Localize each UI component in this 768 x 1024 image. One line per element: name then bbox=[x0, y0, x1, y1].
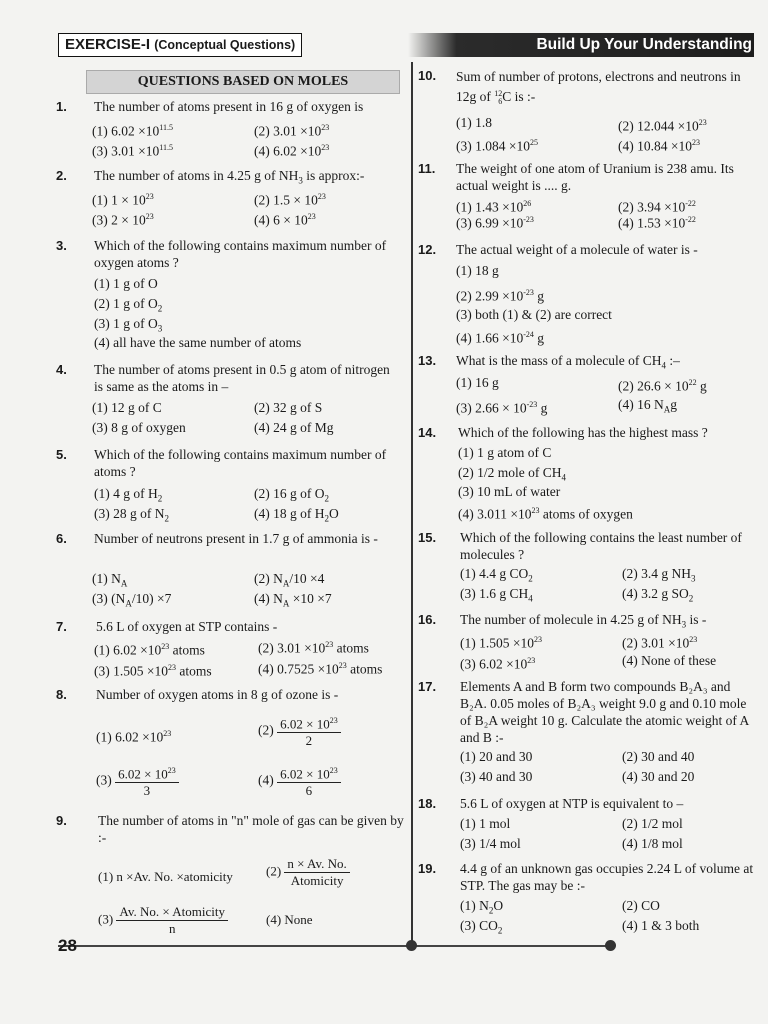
option-2: (2) 16 g of $O_2$ bbox=[254, 486, 329, 504]
exercise-label: EXERCISE-I (Conceptual Questions) bbox=[58, 33, 302, 57]
option-1: (1) 4 g of $H_2$ bbox=[94, 486, 163, 504]
question-5 bbox=[56, 446, 406, 526]
question-text: Number of oxygen atoms in 8 g of ozone is - bbox=[96, 687, 339, 702]
column-divider bbox=[411, 62, 413, 947]
option-4: (4) 18 g of $H_2O$ bbox=[254, 506, 339, 524]
option-3: (3) 8 g of oxygen bbox=[92, 420, 186, 435]
fraction: $\frac{\text{Av. No. × Atomicity}}{n}$ bbox=[116, 904, 228, 937]
page-number: 28 bbox=[58, 936, 77, 955]
question-text: What is the mass of a molecule of $CH_4$ :– bbox=[456, 353, 680, 371]
option-1: (1) 20 and 30 bbox=[460, 749, 533, 764]
option-1: (1) $6.02 \times 10^{23}$ atoms bbox=[94, 642, 205, 658]
question-number: 17. bbox=[418, 679, 437, 694]
option-3: (3) $CO_2$ bbox=[460, 918, 503, 936]
question-8 bbox=[56, 686, 406, 801]
question-number: 11. bbox=[418, 161, 436, 176]
option-2: (2) $3.94 \times 10^{-22}$ bbox=[618, 199, 696, 215]
question-text: Which of the following has the highest mass ? bbox=[458, 425, 708, 440]
option-1: (1) 18 g bbox=[456, 263, 499, 278]
question-9 bbox=[56, 812, 406, 937]
option-3: (3) $\frac{6.02 \times 10^{23}}{3}$ bbox=[96, 763, 179, 799]
question-2 bbox=[56, 167, 406, 227]
divider-dot bbox=[406, 940, 417, 951]
option-2: (2) $N_A/10 \times 4$ bbox=[254, 571, 325, 589]
divider-dot bbox=[605, 940, 616, 951]
fraction: $\frac{6.02 \times 10^{23}}{3}$ bbox=[115, 763, 179, 799]
option-4: (4) None of these bbox=[622, 653, 717, 668]
option-3: (3) $6.99 \times 10^{-23}$ bbox=[456, 215, 534, 231]
option-4: (4) $\frac{6.02 \times 10^{23}}{6}$ bbox=[258, 763, 341, 799]
option-4: (4) all have the same number of atoms bbox=[94, 335, 302, 350]
question-text: Number of neutrons present in 1.7 g of ammonia is - bbox=[94, 531, 378, 546]
option-4: (4) 1 & 3 both bbox=[622, 918, 700, 933]
question-18 bbox=[418, 795, 758, 855]
option-4: (4) $6.02 \times 10^{23}$ bbox=[254, 143, 330, 159]
option-3: (3) $6.02 \times 10^{23}$ bbox=[460, 656, 536, 672]
question-text: Which of the following contains maximum number of oxygen atoms ? bbox=[94, 238, 387, 270]
question-number: 3. bbox=[56, 238, 67, 253]
option-4: (4) $0.7525 \times 10^{23}$ atoms bbox=[258, 661, 383, 677]
question-7 bbox=[56, 618, 406, 678]
question-number: 14. bbox=[418, 425, 437, 440]
question-number: 10. bbox=[418, 68, 437, 83]
option-4: (4) 3.2 g $SO_2$ bbox=[622, 586, 694, 604]
question-17 bbox=[418, 678, 763, 788]
option-1: (1) 1 g of O bbox=[94, 276, 158, 291]
option-2: (2) 30 and 40 bbox=[622, 749, 695, 764]
page-header bbox=[58, 33, 754, 57]
option-2: (2) $12.044 \times 10^{23}$ bbox=[618, 118, 707, 134]
fraction: $\frac{6.02 \times 10^{23}}{6}$ bbox=[277, 763, 341, 799]
question-1 bbox=[56, 98, 406, 158]
option-2: (2) $\frac{n \times Av. No.}{\text{Atomicity}}$ bbox=[266, 856, 350, 889]
option-4: (4) None bbox=[266, 912, 313, 927]
question-16 bbox=[418, 611, 758, 671]
option-1: (1) $6.02 \times 10^{11.5}$ bbox=[92, 123, 173, 139]
question-number: 2. bbox=[56, 168, 67, 183]
option-4: (4) 1/8 mol bbox=[622, 836, 683, 851]
question-text: Elements A and B form two compounds B₂A₃ and B₂A. 0.05 moles of B₂A₃ weight 9.0 g and 0.10 mole of B₂A weight 10 g. Calculate the atomic weight of A and B :- bbox=[460, 679, 749, 745]
question-13 bbox=[418, 352, 758, 417]
question-number: 16. bbox=[418, 612, 437, 627]
question-6 bbox=[56, 530, 406, 610]
question-text: Which of the following contains maximum number of atoms ? bbox=[94, 447, 387, 479]
option-4: (4) $6 \times 10^{23}$ bbox=[254, 212, 316, 228]
question-4 bbox=[56, 361, 406, 441]
option-1: (1) $1.43 \times 10^{26}$ bbox=[456, 199, 532, 215]
option-3: (3) $(N_A/10) \times 7$ bbox=[92, 591, 172, 609]
question-text: The number of atoms present in 0.5 g atom of nitrogen is same as the atoms in – bbox=[94, 362, 390, 394]
option-4: (4) 16 $N_Ag$ bbox=[618, 397, 677, 415]
option-4: (4) $N_A \times 10 \times 7$ bbox=[254, 591, 332, 609]
question-3 bbox=[56, 237, 406, 352]
option-2: (2) $2.99 \times 10^{-23}$ g bbox=[456, 288, 545, 304]
option-1: (1) $N_2O$ bbox=[460, 898, 504, 916]
option-3: (3) $1.084 \times 10^{25}$ bbox=[456, 138, 538, 154]
question-text: 5.6 L of oxygen at STP contains - bbox=[96, 619, 278, 634]
option-1: (1) 1.8 bbox=[456, 115, 492, 130]
option-3: (3) 1 g of $O_3$ bbox=[94, 316, 163, 334]
option-2: (2) $\frac{6.02 \times 10^{23}}{2}$ bbox=[258, 713, 341, 749]
option-2: (2) $3.01 \times 10^{23}$ bbox=[254, 123, 330, 139]
question-number: 7. bbox=[56, 619, 67, 634]
option-3: (3) 28 g of $N_2$ bbox=[94, 506, 169, 524]
section-title: QUESTIONS BASED ON MOLES bbox=[86, 70, 400, 94]
option-3: (3) $1.505 \times 10^{23}$ atoms bbox=[94, 663, 212, 679]
option-2: (2) 1/2 mol bbox=[622, 816, 683, 831]
fraction: $\frac{6.02 \times 10^{23}}{2}$ bbox=[277, 713, 341, 749]
question-text: The number of atoms in 4.25 g of $NH_3$ is approx:- bbox=[94, 168, 365, 186]
question-text: The actual weight of a molecule of water is - bbox=[456, 242, 698, 257]
option-3: (3) both (1) & (2) are correct bbox=[456, 307, 612, 322]
question-text: The number of atoms present in 16 g of oxygen is bbox=[94, 99, 364, 114]
question-text: The weight of one atom of Uranium is 238 amu. Its actual weight is .... g. bbox=[456, 161, 734, 193]
option-4: (4) $1.66 \times 10^{-24}$ g bbox=[456, 330, 545, 346]
question-number: 5. bbox=[56, 447, 67, 462]
option-4: (4) $1.53 \times 10^{-22}$ bbox=[618, 215, 696, 231]
option-1: (1) 16 g bbox=[456, 375, 499, 390]
question-19 bbox=[418, 860, 763, 940]
question-10 bbox=[418, 67, 758, 152]
question-number: 19. bbox=[418, 861, 437, 876]
option-2: (2) 1 g of $O_2$ bbox=[94, 296, 163, 314]
question-text: Which of the following contains the least number of molecules ? bbox=[460, 530, 742, 562]
option-4: (4) $10.84 \times 10^{23}$ bbox=[618, 138, 700, 154]
question-text: 4.4 g of an unknown gas occupies 2.24 L of volume at STP. The gas may be :- bbox=[460, 861, 754, 893]
option-2: (2) 1/2 mole of $CH_4$ bbox=[458, 465, 566, 483]
option-4: (4) 24 g of Mg bbox=[254, 420, 334, 435]
option-4: (4) 30 and 20 bbox=[622, 769, 695, 784]
option-3: (3) 1.6 g $CH_4$ bbox=[460, 586, 533, 604]
question-number: 15. bbox=[418, 530, 437, 545]
option-1: (1) 1 mol bbox=[460, 816, 511, 831]
option-1: (1) 4.4 g $CO_2$ bbox=[460, 566, 533, 584]
option-4: (4) $3.011 \times 10^{23}$ atoms of oxygen bbox=[458, 506, 633, 522]
option-3: (3) $2.66 \times 10^{-23}$ g bbox=[456, 400, 548, 416]
question-text: Sum of number of protons, electrons and neutrons in 12g of 12 6 C is :- bbox=[456, 69, 741, 106]
section-banner: Build Up Your Understanding bbox=[408, 33, 754, 57]
question-number: 8. bbox=[56, 687, 67, 702]
option-1: (1) $N_A$ bbox=[92, 571, 128, 589]
option-1: (1) $1 \times 10^{23}$ bbox=[92, 192, 154, 208]
question-number: 13. bbox=[418, 353, 437, 368]
option-3: (3) 40 and 30 bbox=[460, 769, 533, 784]
option-3: (3) 1/4 mol bbox=[460, 836, 521, 851]
question-text: 5.6 L of oxygen at NTP is equivalent to – bbox=[460, 796, 684, 811]
option-2: (2) 3.4 g $NH_3$ bbox=[622, 566, 696, 584]
option-2: (2) CO bbox=[622, 898, 660, 913]
option-3: (3) $\frac{\text{Av. No. × Atomicity}}{n}$ bbox=[98, 904, 228, 937]
question-15 bbox=[418, 529, 758, 604]
option-1: (1) 12 g of C bbox=[92, 400, 162, 415]
fraction: $\frac{n \times Av. No.}{\text{Atomicity}}$ bbox=[284, 856, 349, 889]
option-3: (3) $3.01 \times 10^{11.5}$ bbox=[92, 143, 173, 159]
question-number: 18. bbox=[418, 796, 437, 811]
option-2: (2) $3.01 \times 10^{23}$ bbox=[622, 635, 698, 651]
option-2: (2) $3.01 \times 10^{23}$ atoms bbox=[258, 640, 369, 656]
question-number: 12. bbox=[418, 242, 437, 257]
question-number: 9. bbox=[56, 813, 67, 828]
question-14 bbox=[418, 424, 758, 524]
option-2: (2) 32 g of S bbox=[254, 400, 323, 415]
question-text: The number of molecule in 4.25 g of $NH_3$ is - bbox=[460, 612, 707, 630]
question-number: 4. bbox=[56, 362, 67, 377]
option-1: (1) $6.02 \times 10^{23}$ bbox=[96, 729, 172, 745]
bottom-rule bbox=[58, 945, 614, 947]
option-2: (2) $1.5 \times 10^{23}$ bbox=[254, 192, 326, 208]
option-1: (1) n ×Av. No. ×atomicity bbox=[98, 869, 233, 884]
option-3: (3) $2 \times 10^{23}$ bbox=[92, 212, 154, 228]
question-12 bbox=[418, 241, 758, 346]
option-3: (3) 10 mL of water bbox=[458, 484, 561, 499]
option-1: (1) $1.505 \times 10^{23}$ bbox=[460, 635, 542, 651]
option-2: (2) $26.6 \times 10^{22}$ g bbox=[618, 378, 707, 394]
option-1: (1) 1 g atom of C bbox=[458, 445, 552, 460]
question-11 bbox=[418, 160, 758, 230]
question-number: 6. bbox=[56, 531, 67, 546]
question-number: 1. bbox=[56, 99, 67, 114]
question-text: The number of atoms in "n" mole of gas can be given by :- bbox=[98, 813, 404, 845]
